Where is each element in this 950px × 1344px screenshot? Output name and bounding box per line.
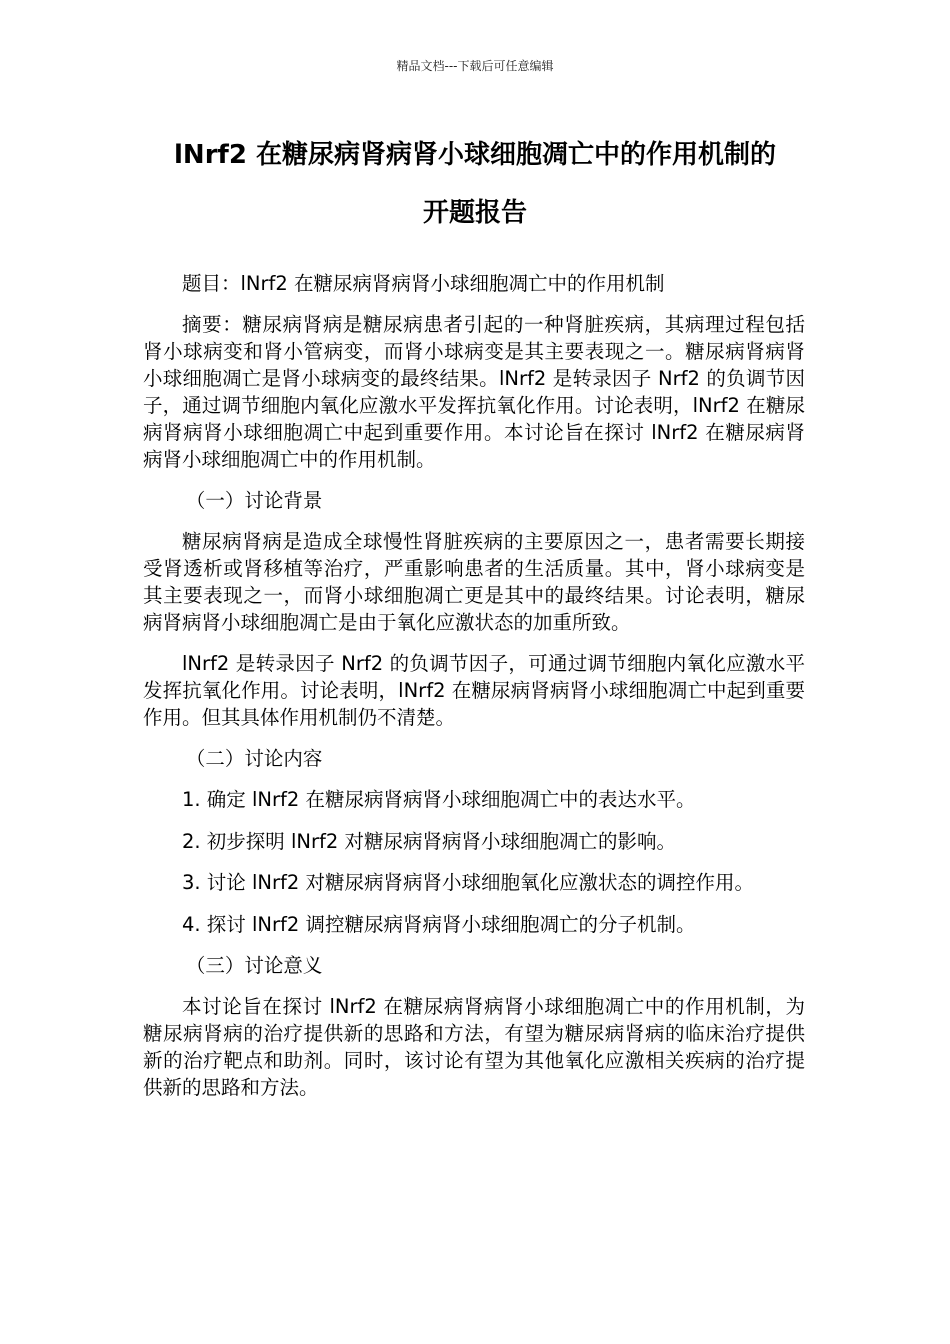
document-title-line-1: lNrf2 在糖尿病肾病肾小球细胞凋亡中的作用机制的 bbox=[174, 140, 776, 170]
topic-line: 题目：lNrf2 在糖尿病肾病肾小球细胞凋亡中的作用机制 bbox=[182, 272, 665, 295]
section-heading-significance: （三）讨论意义 bbox=[185, 954, 323, 977]
content-list-item: 2. 初步探明 lNrf2 对糖尿病肾病肾小球细胞凋亡的影响。 bbox=[182, 829, 676, 853]
section-heading-background: （一）讨论背景 bbox=[185, 489, 323, 512]
page-header-note: 精品文档---下载后可任意编辑 bbox=[396, 59, 554, 73]
abstract-paragraph: 摘要：糖尿病肾病是糖尿病患者引起的一种肾脏疾病，其病理过程包括肾小球病变和肾小管病变，而肾小球病变是其主要表现之一。糖尿病肾病肾小球细胞凋亡是肾小球病变的最终结果。lNrf2 是转录因子 Nrf2 的负调节因子，通过调节细胞内氧化应激水平发挥抗氧化作用。讨论表明，lNrf2 在糖尿病肾病肾小球细胞凋亡中起到重要作用。本讨论旨在探讨 lNrf2 在糖尿病肾病肾小球细胞凋亡中的作用机制。 bbox=[143, 313, 805, 471]
background-paragraph-2: lNrf2 是转录因子 Nrf2 的负调节因子，可通过调节细胞内氧化应激水平发挥抗氧化作用。讨论表明，lNrf2 在糖尿病肾病肾小球细胞凋亡中起到重要作用。但其具体作用机制仍不清楚。 bbox=[143, 652, 805, 729]
background-paragraph-1: 糖尿病肾病是造成全球慢性肾脏疾病的主要原因之一，患者需要长期接受肾透析或肾移植等治疗，严重影响患者的生活质量。其中，肾小球病变是其主要表现之一，而肾小球细胞凋亡更是其中的最终结果。讨论表明，糖尿病肾病肾小球细胞凋亡是由于氧化应激状态的加重所致。 bbox=[143, 530, 805, 634]
content-list-item: 3. 讨论 lNrf2 对糖尿病肾病肾小球细胞氧化应激状态的调控作用。 bbox=[182, 871, 754, 894]
document-title-line-2: 开题报告 bbox=[422, 198, 527, 228]
significance-paragraph: 本讨论旨在探讨 lNrf2 在糖尿病肾病肾小球细胞凋亡中的作用机制，为糖尿病肾病的治疗提供新的思路和方法，有望为糖尿病肾病的临床治疗提供新的治疗靶点和助剂。同时，该讨论有望为其他氧化应激相关疾病的治疗提供新的思路和方法。 bbox=[143, 995, 805, 1099]
content-list-item: 4. 探讨 lNrf2 调控糖尿病肾病肾小球细胞凋亡的分子机制。 bbox=[182, 912, 696, 936]
section-heading-content: （二）讨论内容 bbox=[185, 747, 323, 770]
content-list-item: 1. 确定 lNrf2 在糖尿病肾病肾小球细胞凋亡中的表达水平。 bbox=[182, 788, 696, 811]
document-body bbox=[143, 270, 805, 1115]
